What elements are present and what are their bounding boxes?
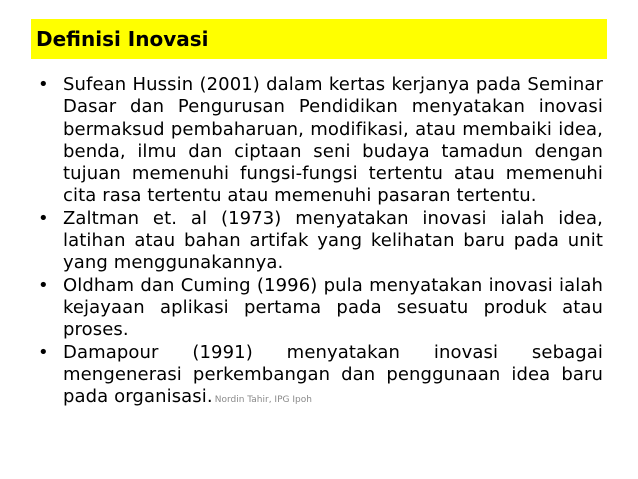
bullet-dot-icon: • — [38, 341, 49, 363]
bullet-text: Zaltman et. al (1973) menyatakan inovasi ialah idea, latihan atau bahan artifak yang kelihatan baru pada unit yang menggunakannya. — [63, 207, 603, 274]
bullet-item — [38, 342, 603, 412]
bullet-item — [38, 208, 603, 275]
bullet-dot-icon: • — [38, 74, 49, 95]
title-bar — [31, 19, 607, 59]
bullet-dot-icon: • — [38, 274, 49, 296]
bullet-text: Sufean Hussin (2001) dalam kertas kerjanya pada Seminar Dasar dan Pengurusan Pendidikan menyatakan inovasi bermaksud pembaharuan, modifikasi, atau membaiki idea, benda, ilmu dan ciptaan seni budaya tamadun dengan tujuan memenuhi fungsi-fungsi tertentu atau memenuhi cita rasa tertentu atau memenuhi pasaran tertentu. — [63, 74, 603, 207]
bullet-text: Oldham dan Cuming (1996) pula menyatakan inovasi ialah kejayaan aplikasi pertama pada sesuatu produk atau proses. — [63, 274, 603, 341]
bullet-dot-icon: • — [38, 207, 49, 229]
bullet-item — [38, 74, 603, 208]
bullet-item — [38, 275, 603, 342]
bullet-text: Damapour (1991) menyatakan inovasi sebagai mengenerasi perkembangan dan penggunaan idea baru pada organisasi. — [63, 341, 603, 408]
footer-credit: Nordin Tahir, IPG Ipoh — [214, 395, 312, 406]
slide-title: Definisi Inovasi — [36, 27, 209, 51]
bullet-list — [38, 74, 603, 411]
